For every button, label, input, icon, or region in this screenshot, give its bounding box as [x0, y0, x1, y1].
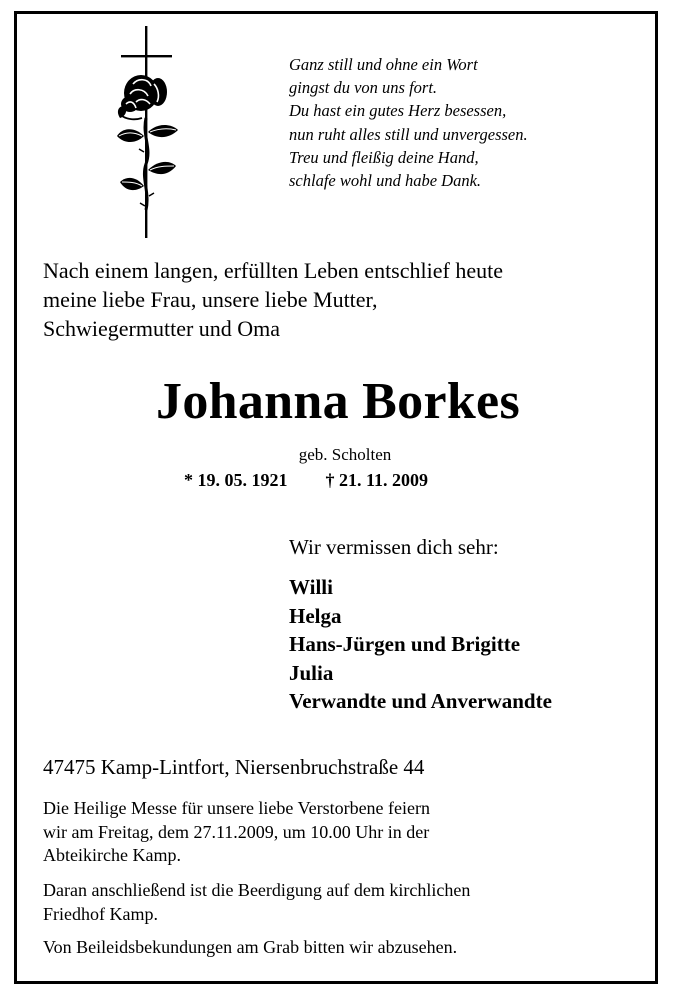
poem-line: Ganz still und ohne ein Wort — [289, 55, 478, 74]
poem-line: Treu und fleißig deine Hand, — [289, 147, 479, 167]
poem — [289, 53, 639, 192]
poem-line: schlafe wohl und habe Dank. — [289, 171, 482, 191]
intro-line: Nach einem langen, erfüllten Leben entschlief heute — [43, 258, 503, 283]
mourner-name: Verwandte und Anverwandte — [289, 689, 552, 713]
burial-notice — [43, 879, 643, 926]
cross-with-rose-icon — [108, 26, 188, 240]
birth-date: * 19. 05. 1921 — [184, 470, 288, 490]
poem-line: Du hast ein gutes Herz besessen, — [289, 101, 507, 121]
address: 47475 Kamp-Lintfort, Niersenbruchstraße 44 — [43, 755, 425, 779]
mass-notice — [43, 797, 643, 868]
life-dates — [184, 468, 428, 492]
maiden-name: geb. Scholten — [298, 445, 392, 464]
mass-notice-line: Die Heilige Messe für unsere liebe Verstorbene feiern — [43, 798, 431, 818]
condolences-notice-line: Von Beileidsbekundungen am Grab bitten wir abzusehen. — [43, 937, 458, 957]
mourners-heading: Wir vermissen dich sehr: — [289, 535, 499, 559]
mourner-name: Helga — [289, 603, 342, 628]
death-date: † 21. 11. 2009 — [325, 470, 429, 490]
mourner-name: Julia — [289, 660, 334, 685]
intro-text — [43, 256, 643, 343]
burial-notice-line: Daran anschließend ist die Beerdigung auf dem kirchlichen — [43, 880, 471, 900]
burial-notice-line: Friedhof Kamp. — [43, 903, 158, 924]
deceased-name: Johanna Borkes — [156, 373, 520, 430]
mass-notice-line: wir am Freitag, dem 27.11.2009, um 10.00 Uhr in der — [43, 821, 430, 842]
mass-notice-line: Abteikirche Kamp. — [43, 845, 181, 865]
mourner-name: Willi — [289, 575, 333, 599]
poem-line: gingst du von uns fort. — [289, 78, 438, 98]
poem-line: nun ruht alles still und unvergessen. — [289, 124, 528, 144]
condolences-notice — [43, 936, 643, 960]
intro-line: meine liebe Frau, unsere liebe Mutter, — [43, 287, 378, 312]
mourner-name: Hans-Jürgen und Brigitte — [289, 632, 521, 656]
intro-line: Schwiegermutter und Oma — [43, 316, 281, 341]
mourners-list — [289, 573, 552, 716]
